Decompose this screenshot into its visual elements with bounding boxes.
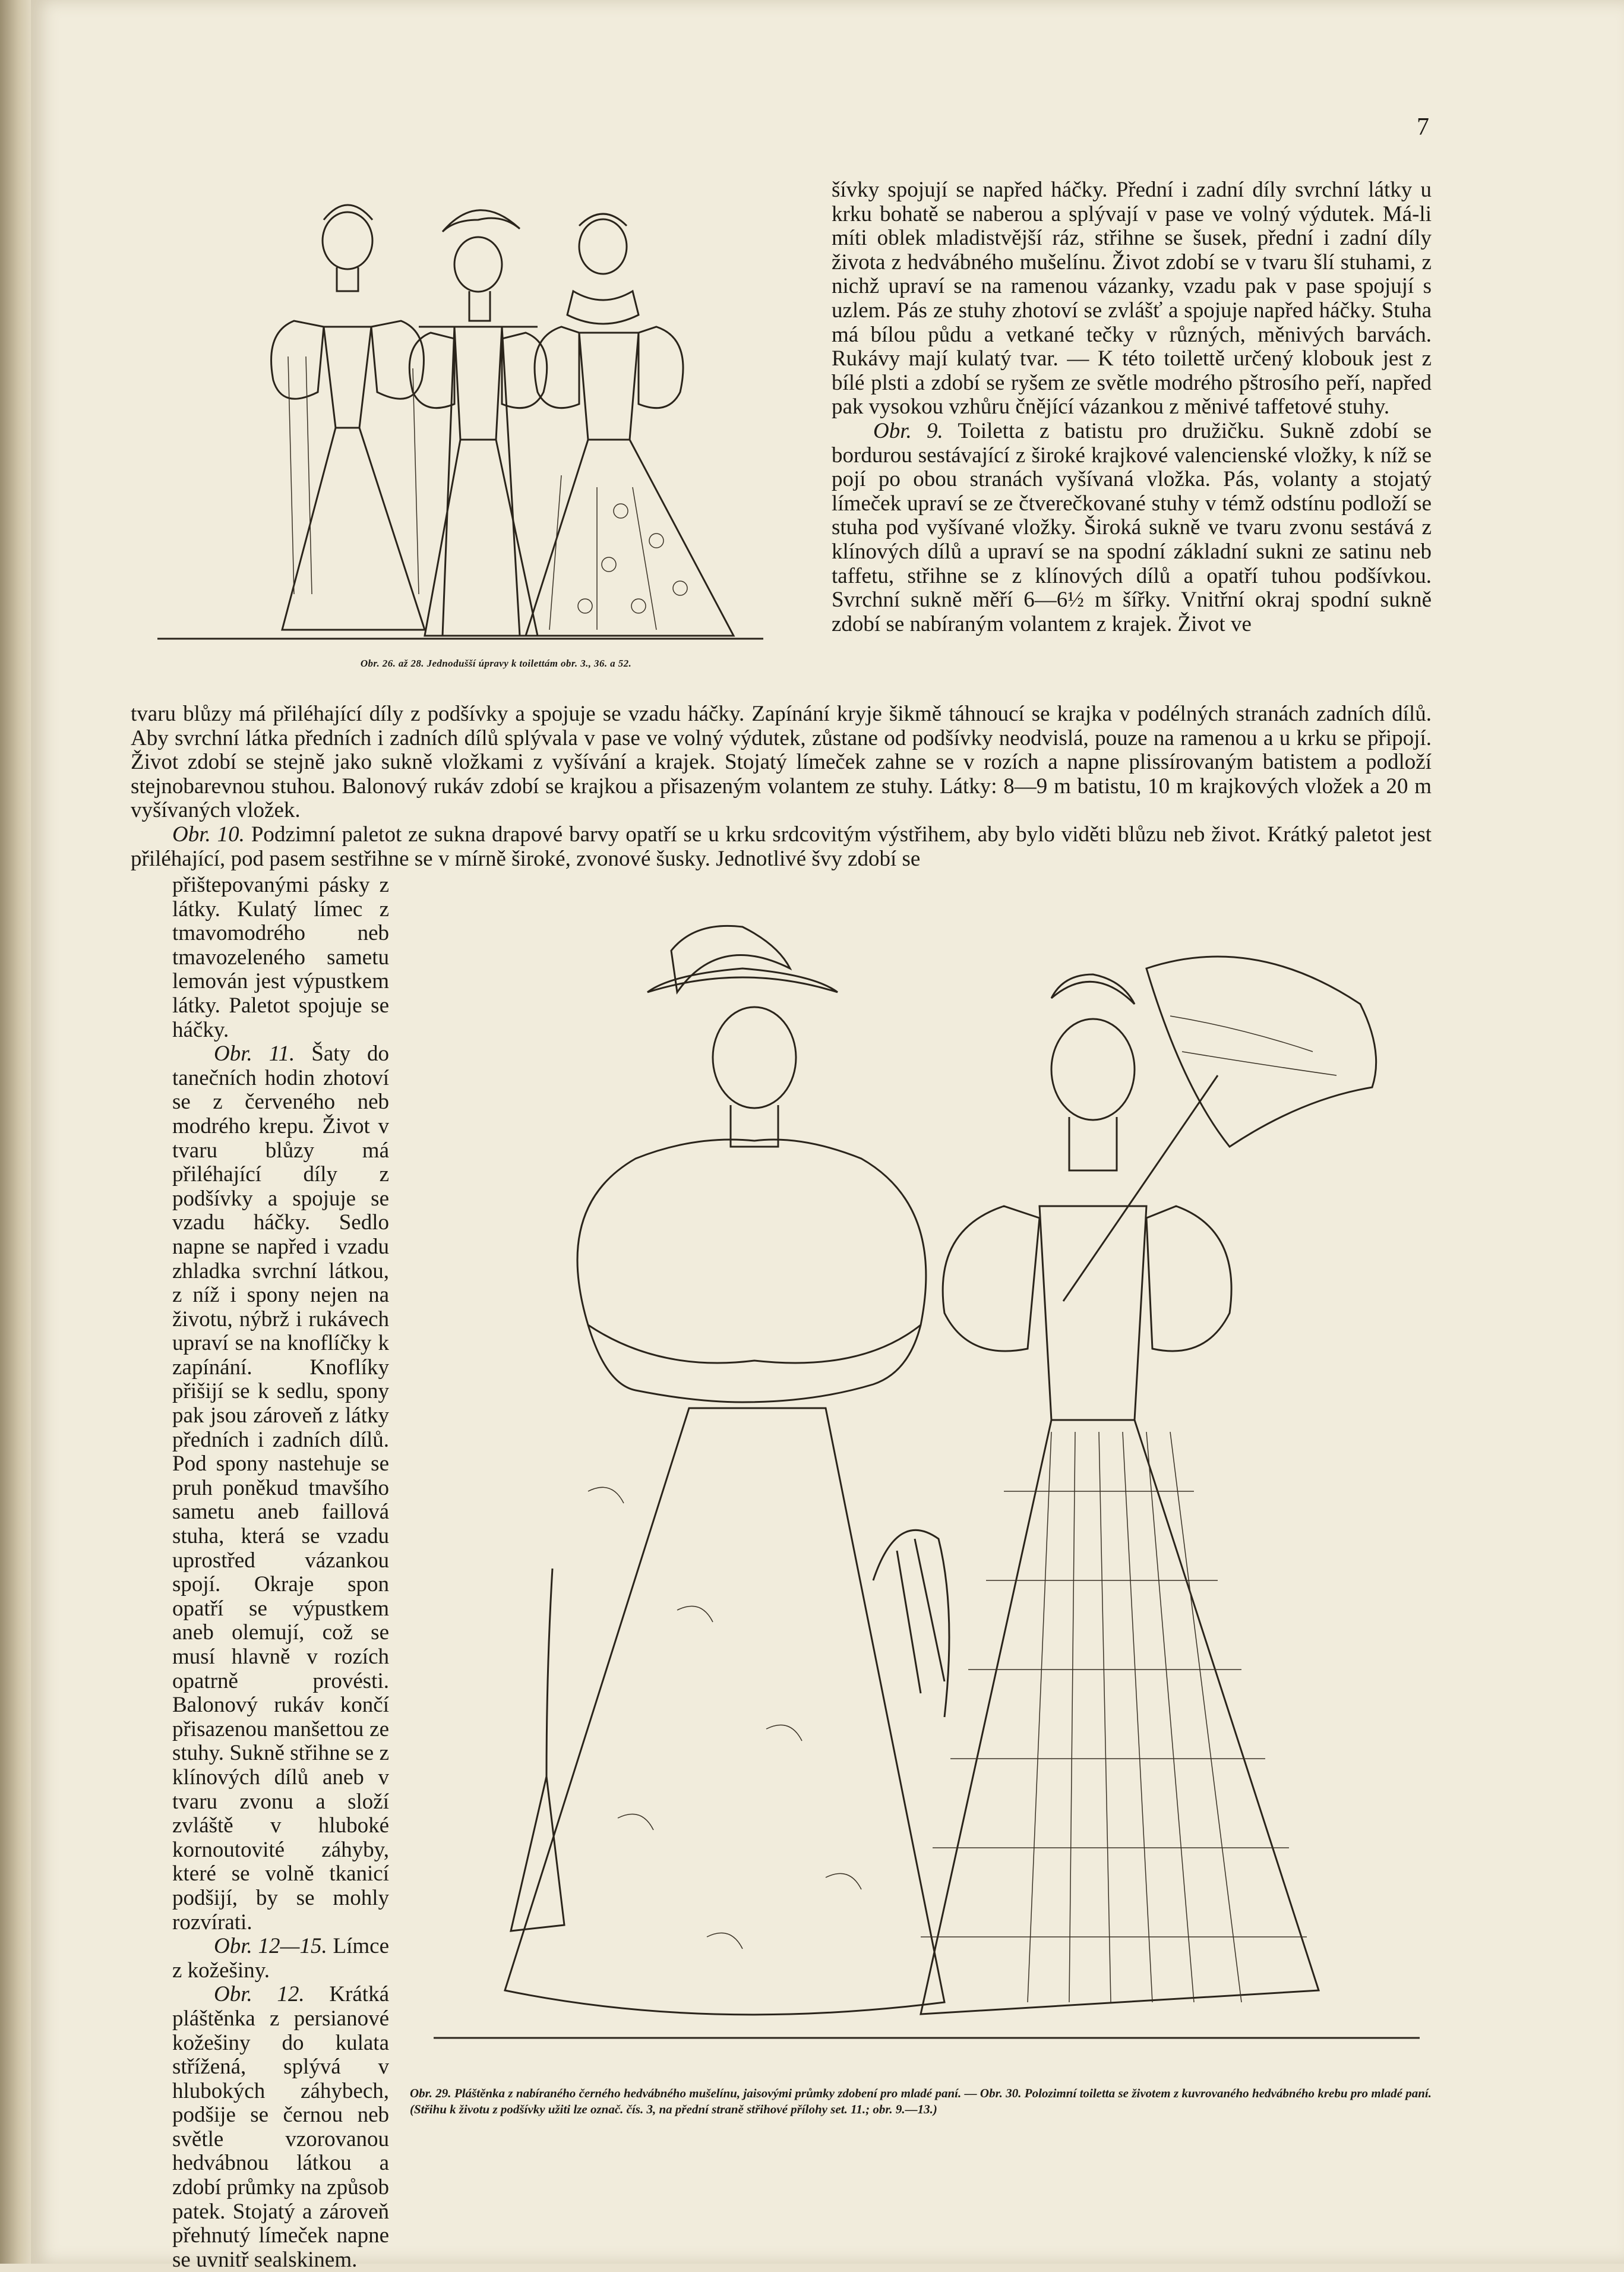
obr10-text: Podzimní paletot ze sukna drapové barvy opatří se u krku srdcovitým výstřihem, aby bylo viděti blůzu neb život. Krátký paletot jest přiléhající, pod pasem sestřihne se v mírně široké, zvonové šusky. Jednotlivé švy zdobí se [131,822,1432,871]
bottom-figure-caption: Obr. 29. Pláštěnka z nabíraného černého hedvábného mušelínu, jaisovými průmky zdobení pro mladé paní. — Obr. 30. Polozimní toiletta se životem z kuvrovaného hedvábného krebu pro mladé paní. (Střihu k životu z podšívky užiti lze označ. čís. 3, na přední straně střihové přílohy set. 11.; obr. 9.—13.) [410,2086,1432,2116]
top-figure-caption: Obr. 26. až 28. Jednodušší úpravy k toilettám obr. 3., 36. a 52. [360,658,632,669]
figure-ref-obr9: Obr. 9. [873,418,943,443]
obr11-text: Šaty do tanečních hodin zhotoví se z červeného neb modrého krepu. Život v tvaru blůzy má přiléhající díly z podšívky a spojuje se vzadu háčky. Sedlo napne se napřed i vzadu zhladka svrchní látkou, z níž i spony nejen na životu, nýbrž i rukávech upraví se na knoflíčky k zapínání. Knoflíky přišijí se k sedlu, spony pak jsou zároveň z látky předních i zadních dílů. Pod spony nastehuje se pruh poněkud tmavšího sametu aneb faillová stuha, která se vzadu uprostřed vázankou spojí. Okraje spon opatří se výpustkem aneb olemují, což se musí hlavně v rozích opatrně provésti. Balonový rukáv končí přisazenou manšettou ze stuhy. Sukně střihne se z klínových dílů aneb v tvaru zvonu a složí zvláště v hluboké kornoutovité záhyby, které se volně tkanicí podšijí, by se mohly rozvírati. [172,1042,390,1935]
book-spine [0,0,31,2264]
full-width-text [131,702,1432,871]
top-right-column [832,178,1432,636]
paragraph-obr12-15 [172,1935,389,1983]
paragraph-obr9 [832,419,1432,636]
paragraph-obr12 [172,1983,389,2272]
obr10-continued: přištepovanými pásky z látky. Kulatý límec z tmavomodrého neb tmavozeleného sametu lemován jest výpustkem látky. Paletot spojuje se háčky. [172,873,389,1042]
obr12-15-text: Límce z kožešiny. [172,1934,389,1983]
top-fashion-illustration [146,178,772,642]
three-women-engraving-icon [146,178,772,642]
figure-ref-obr10: Obr. 10. [172,822,245,847]
obr12-text: Krátká pláštěnka z persianové kožešiny do kulata střížená, splývá v hlubokých záhybech, podšije se černou neb světle vzorovanou hedvábnou látkou a zdobí průmky na způsob patek. Stojatý a zároveň přehnutý límeček napne se uvnitř sealskinem. [172,1982,389,2272]
paragraph-obr10 [131,823,1432,871]
paragraph-full-width: tvaru blůzy má přiléhající díly z podšívky a spojuje se vzadu háčky. Zapínání kryje šikmě táhnoucí se krajka v podélných stranách zadních dílů. Aby svrchní látka předních i zadních dílů splývala v pase ve volný výdutek, zůstane od podšívky neodvislá, pouze na ramenou a u krku se připojí. Život zdobí se stejně jako sukně vložkami z vyšívání a krajek. Stojatý límeček zahne se v rozích a napne plissírovaným batistem a podloží stejnobarevnou stuhou. Balonový rukáv zdobí se krajkou a přisazeným volantem ze stuhy. Látky: 8—9 m batistu, 10 m krajkových vložek a 20 m vyšívaných vložek. [131,702,1432,823]
bottom-fashion-illustration [410,897,1432,2079]
figure-ref-obr11: Obr. 11. [214,1042,295,1066]
obr9-text: Toiletta z batistu pro družičku. Sukně zdobí se bordurou sestávající z široké krajkové valencienské vložky, k níž se pojí po obou stranách vyšívaná vložka. Pás, volanty a stojatý límeček upraví se ze čtverečkované stuhy v témž odstínu podloží se stuha pod vyšívané vložky. Široká sukně ve tvaru zvonu sestává z klínových dílů a upraví se na spodní základní sukni ze satinu neb taffetu, střihne se z klínových dílů a opatří tuhou podšívkou. Svrchní sukně měří 6—6½ m šířky. Vnitřní okraj spodní sukně zdobí se nabíraným volantem z krajek. Život ve [832,418,1432,636]
page-number: 7 [1417,113,1429,141]
left-column [172,873,389,2272]
figure-ref-obr12-15: Obr. 12—15. [214,1934,327,1959]
two-women-with-parasol-engraving-icon [410,897,1432,2079]
figure-ref-obr12: Obr. 12. [214,1982,305,2007]
paragraph-continuation: šívky spojují se napřed háčky. Přední i zadní díly svrchní látky u krku bohatě se naberou a splývají v pase ve volný výdutek. Má-li míti oblek mladistvější ráz, střihne se šusek, přední i zadní díly života z hedvábného mušelínu. Život zdobí se v tvaru šlí stuhami, z nichž upraví se na ramenou vázanky, vzadu pak v pase spojují s uzlem. Pás ze stuhy zhotoví se zvlášť a spojuje napřed háčky. Stuha má bílou půdu a vetkané tečky v různých, měnivých barvách. Rukávy mají kulatý tvar. — K této toilettě určený klobouk jest z bílé plsti a zdobí se ryšem ze světle modrého pštrosího peří, napřed pak vysokou vzhůru čnějící vázankou z měnivé taffetové stuhy. [832,178,1432,419]
paragraph-obr11 [172,1042,389,1935]
